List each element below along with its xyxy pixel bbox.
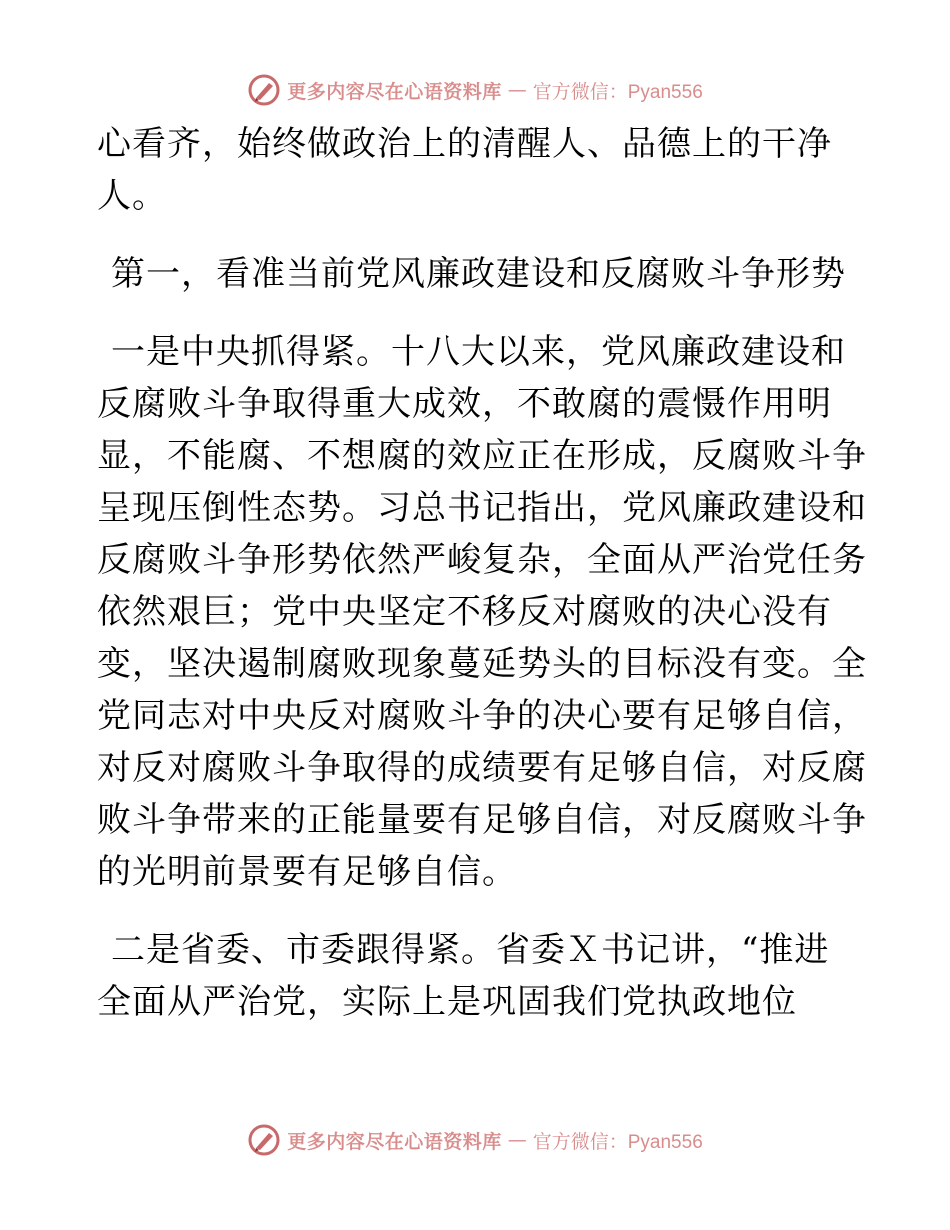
text-line: 心看齐，始终做政治上的清醒人、品德上的干净 bbox=[97, 124, 832, 164]
header-watermark bbox=[0, 70, 950, 110]
section-heading: 第一，看准当前党风廉政建设和反腐败斗争形势 bbox=[111, 254, 846, 294]
watermark-brand-text: 更多内容尽在心语资料库 bbox=[287, 1130, 502, 1153]
text-line: 依然艰巨；党中央坚定不移反对腐败的决心没有 bbox=[97, 592, 832, 632]
text-line: 全面从严治党，实际上是巩固我们党执政地位 bbox=[97, 982, 797, 1022]
watermark-account-text: 官方微信：Pyan556 bbox=[532, 1131, 703, 1153]
watermark-account-text: 官方微信：Pyan556 bbox=[532, 81, 703, 103]
text-line: 败斗争带来的正能量要有足够自信，对反腐败斗争 bbox=[97, 800, 867, 840]
text-line: 显，不能腐、不想腐的效应正在形成，反腐败斗争 bbox=[97, 436, 867, 476]
text-line: 反腐败斗争形势依然严峻复杂，全面从严治党任务 bbox=[97, 540, 867, 580]
text-line: 呈现压倒性态势。习总书记指出，党风廉政建设和 bbox=[97, 488, 867, 528]
watermark-brand-text: 更多内容尽在心语资料库 bbox=[287, 80, 502, 103]
document-body bbox=[97, 118, 867, 1028]
pen-circle-logo-icon bbox=[247, 1123, 281, 1157]
text-line: 人。 bbox=[97, 176, 167, 216]
text-line: 反腐败斗争取得重大成效，不敢腐的震慑作用明 bbox=[97, 384, 832, 424]
footer-watermark bbox=[0, 1120, 950, 1160]
text-line: 一是中央抓得紧。十八大以来，党风廉政建设和 bbox=[111, 332, 846, 372]
watermark-separator: — bbox=[507, 79, 527, 101]
text-line: 二是省委、市委跟得紧。省委Ｘ书记讲，“推进 bbox=[111, 930, 830, 970]
text-line: 的光明前景要有足够自信。 bbox=[97, 852, 517, 892]
text-line: 变，坚决遏制腐败现象蔓延势头的目标没有变。全 bbox=[97, 644, 867, 684]
watermark-separator: — bbox=[507, 1129, 527, 1151]
pen-circle-logo-icon bbox=[247, 73, 281, 107]
text-line: 对反对腐败斗争取得的成绩要有足够自信，对反腐 bbox=[97, 748, 867, 788]
text-line: 党同志对中央反对腐败斗争的决心要有足够自信， bbox=[97, 696, 867, 736]
